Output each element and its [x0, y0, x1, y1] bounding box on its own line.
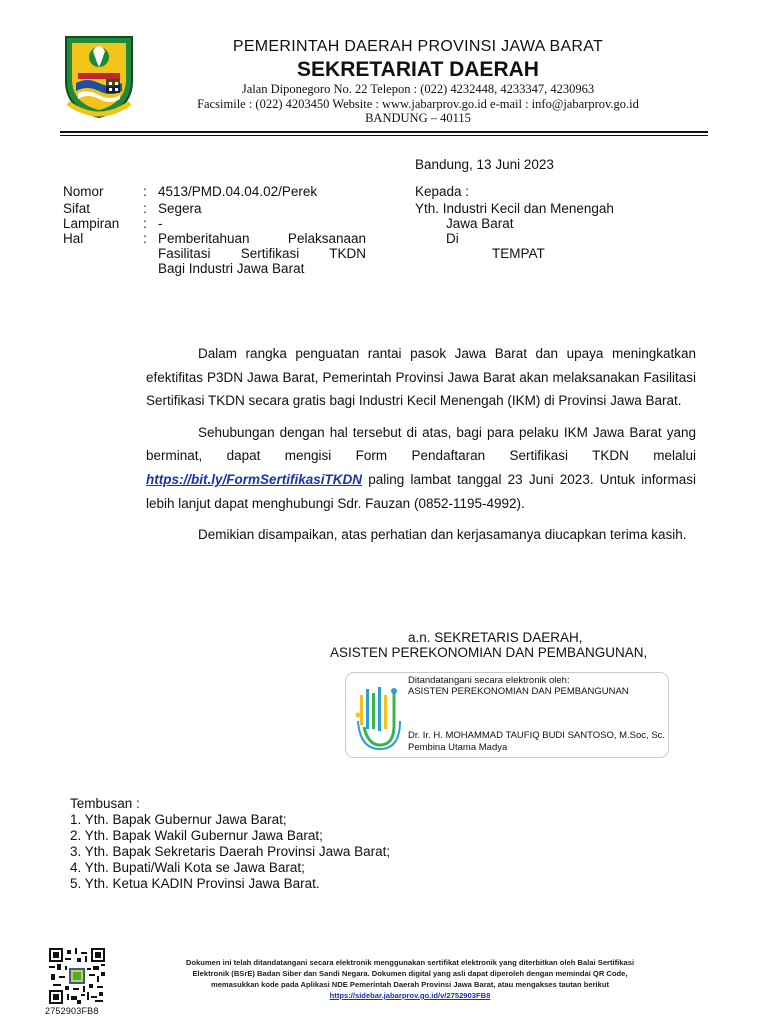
- list-item: 2. Yth. Bapak Wakil Gubernur Jawa Barat;: [70, 828, 323, 843]
- body-paragraph-2: [146, 421, 696, 515]
- office-name: SEKRETARIAT DAERAH: [297, 58, 539, 81]
- hal-line-2: Fasilitasi Sertifikasi TKDN: [158, 246, 366, 261]
- letter-body: [146, 342, 696, 555]
- hal-label: Hal: [63, 231, 84, 246]
- colon: :: [143, 216, 147, 231]
- qr-code-icon: [49, 948, 105, 1004]
- registration-form-link[interactable]: https://bit.ly/FormSertifikasiTKDN: [146, 471, 363, 487]
- kepada-label: Kepada :: [415, 184, 470, 199]
- colon: :: [143, 231, 147, 246]
- qr-code-text: 2752903FB8: [45, 1006, 99, 1016]
- footer-line-2: Elektronik (BSrE) Badan Siber dan Sandi Negara. Dokumen digital yang asli dapat diperoleh dengan memindai QR Code,: [192, 969, 628, 978]
- nomor-value: 4513/PMD.04.04.02/Perek: [158, 184, 318, 199]
- recipient-line-2: Jawa Barat: [446, 216, 514, 231]
- footer-line-1: Dokumen ini telah ditandatangani secara elektronik menggunakan sertifikat elektronik yang diterbitkan oleh Balai Sertifikasi: [185, 958, 635, 967]
- lampiran-label: Lampiran: [63, 216, 120, 231]
- address-line-2: Facsimile : (022) 4203450 Website : www.jabarprov.go.id e-mail : info@jabarprov.go.id: [197, 96, 639, 111]
- government-name: PEMERINTAH DAERAH PROVINSI JAWA BARAT: [232, 38, 604, 55]
- carbon-copy-list: [70, 796, 390, 892]
- body-paragraph-3: Demikian disampaikan, atas perhatian dan kerjasamanya diucapkan terima kasih.: [198, 527, 687, 543]
- recipient-line-1: Yth. Industri Kecil dan Menengah: [415, 201, 614, 216]
- list-item: 1. Yth. Bapak Gubernur Jawa Barat;: [70, 812, 287, 827]
- signed-by-label: Ditandatangani secara elektronik oleh:: [408, 675, 570, 686]
- hal-line-1: Pemberitahuan Pelaksanaan: [158, 231, 366, 246]
- letter-date: Bandung, 13 Juni 2023: [415, 157, 554, 172]
- colon: :: [143, 184, 147, 199]
- sifat-label: Sifat: [63, 201, 91, 216]
- list-item: 3. Yth. Bapak Sekretaris Daerah Provinsi Jawa Barat;: [70, 844, 391, 859]
- footer-line-3: memasukkan kode pada Aplikasi NDE Pemerintah Daerah Provinsi Jawa Barat, atau mengakses tautan berikut: [210, 980, 610, 989]
- header-rule-thick: [60, 131, 708, 133]
- signed-by-office: ASISTEN PEREKONOMIAN DAN PEMBANGUNAN: [408, 686, 629, 697]
- nomor-label: Nomor: [63, 184, 104, 199]
- office-address: [140, 82, 696, 126]
- signature-line-1: a.n. SEKRETARIS DAERAH,: [408, 630, 583, 645]
- body-paragraph-1: Dalam rangka penguatan rantai pasok Jawa Barat dan upaya meningkatkan efektifitas P3DN Jawa Barat, Pemerintah Provinsi Jawa Barat akan melaksanakan Fasilitasi Sertifikasi TKDN secara gratis bagi Industri Kecil Menengah (IKM) di Provinsi Jawa Barat.: [146, 346, 696, 409]
- signer-name: Dr. Ir. H. MOHAMMAD TAUFIQ BUDI SANTOSO, M.Soc, Sc.: [408, 730, 666, 741]
- recipient-line-3: Di: [446, 231, 459, 246]
- sifat-value: Segera: [158, 201, 202, 216]
- list-item: 5. Yth. Ketua KADIN Provinsi Jawa Barat.: [70, 876, 320, 891]
- verification-link[interactable]: https://sidebar.jabarprov.go.id/v/2752903FB8: [329, 991, 491, 1000]
- electronic-signature-box: [345, 672, 669, 758]
- signature-title: [330, 630, 700, 660]
- carbon-copy-title: Tembusan :: [70, 796, 140, 811]
- body-paragraph-2-text-end: paling lambat tanggal 23 Juni 2023. Untuk informasi lebih lanjut dapat menghubungi Sdr. Fauzan (0852-1195-4992).: [146, 471, 696, 511]
- signer-rank: Pembina Utama Madya: [408, 742, 508, 753]
- list-item: 4. Yth. Bupati/Wali Kota se Jawa Barat;: [70, 860, 305, 875]
- signature-line-2: ASISTEN PEREKONOMIAN DAN PEMBANGUNAN,: [330, 645, 648, 660]
- colon: :: [143, 201, 147, 216]
- body-paragraph-2-text: Sehubungan dengan hal tersebut di atas, bagi para pelaku IKM Jawa Barat yang berminat, dapat mengisi Form Pendaftaran Sertifikasi TKDN melalui: [146, 424, 696, 464]
- header-rule-thin: [60, 135, 708, 136]
- e-signature-footer: [130, 957, 690, 1001]
- address-line-1: Jalan Diponegoro No. 22 Telepon : (022) 4232448, 4233347, 4230963: [241, 82, 595, 96]
- lampiran-value: -: [158, 216, 163, 231]
- hal-line-3: Bagi Industri Jawa Barat: [158, 261, 305, 276]
- hal-value: [158, 231, 366, 276]
- address-line-3: BANDUNG – 40115: [365, 111, 471, 125]
- jawa-barat-emblem-icon: [60, 33, 138, 119]
- bsre-signature-icon: [350, 685, 406, 751]
- recipient-line-4: TEMPAT: [492, 246, 545, 261]
